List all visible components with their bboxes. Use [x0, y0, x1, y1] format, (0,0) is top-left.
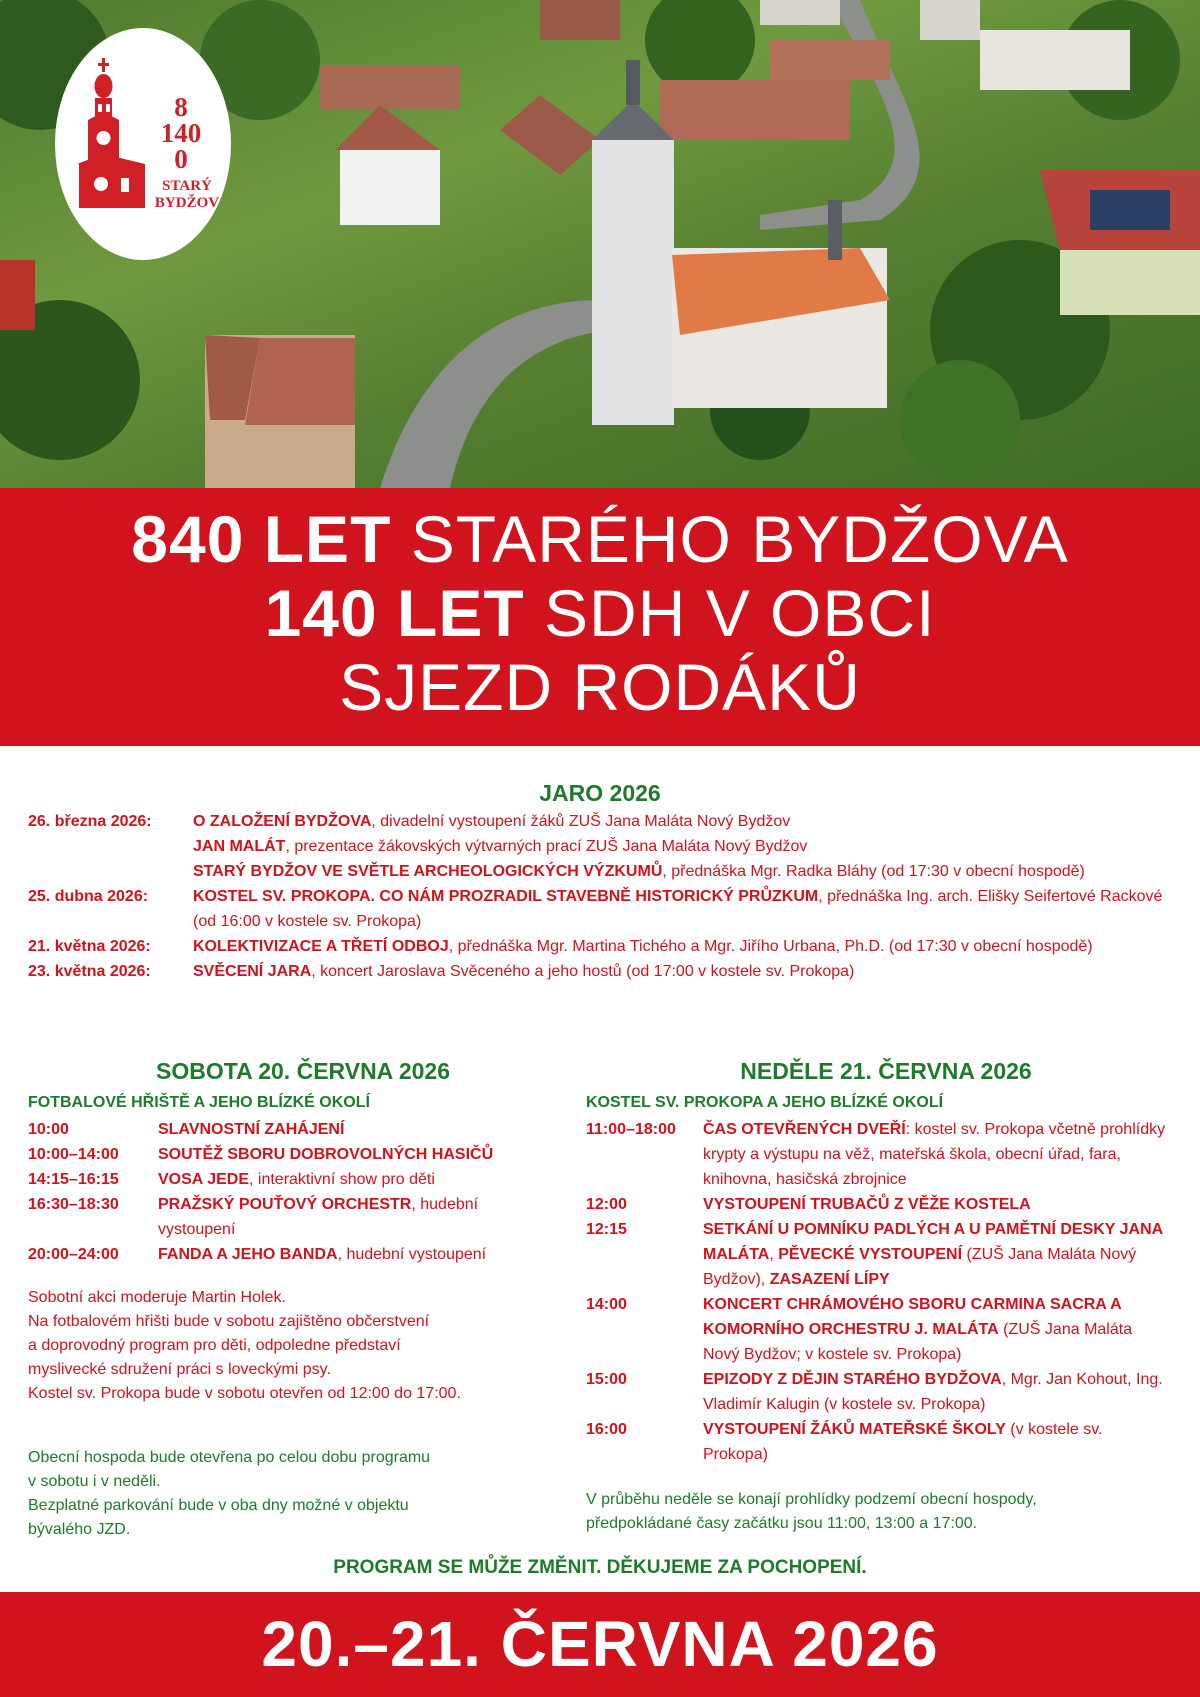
- saturday-activity: [158, 1242, 558, 1267]
- sunday-tour-notes: [586, 1488, 1186, 1536]
- saturday-time: 10:00: [28, 1121, 69, 1138]
- saturday-activity-text: , interaktivní show pro děti: [249, 1171, 435, 1188]
- logo-name-line2: BYDŽOV: [154, 195, 220, 211]
- sunday-time: 16:00: [586, 1421, 627, 1438]
- spring-event-title: KOSTEL SV. PROKOPA. CO NÁM PROZRADIL STAVEBNĚ HISTORICKÝ PRŮZKUM: [193, 888, 819, 905]
- spring-event-title: O ZALOŽENÍ BYDŽOVA: [193, 813, 372, 830]
- spring-event-title: STARÝ BYDŽOV VE SVĚTLE ARCHEOLOGICKÝCH VÝZKUMŮ: [193, 863, 663, 880]
- spring-event-title: JAN MALÁT: [193, 838, 286, 855]
- info-note-line: bývalého JZD.: [28, 1521, 131, 1538]
- sunday-activity-title: KONCERT CHRÁMOVÉHO SBORU CARMINA SACRA A KOMORNÍHO ORCHESTRU J. MALÁTA: [703, 1296, 1122, 1338]
- saturday-note-line: Na fotbalovém hřišti bude v sobotu zajištěno občerstvení: [28, 1313, 430, 1330]
- sunday-heading: NEDĚLE 21. ČERVNA 2026: [740, 1058, 1032, 1084]
- sunday-location: KOSTEL SV. PROKOPA A JEHO BLÍZKÉ OKOLÍ: [586, 1094, 944, 1111]
- sunday-activity-title: ZASAZENÍ LÍPY: [769, 1271, 890, 1288]
- spring-event-date: 23. května 2026:: [28, 963, 151, 980]
- saturday-activity-title: VOSA JEDE: [158, 1171, 249, 1188]
- saturday-schedule-row: [28, 1242, 558, 1267]
- saturday-time: 14:15–16:15: [28, 1171, 119, 1188]
- saturday-activity-text: , hudební vystoupení: [158, 1196, 479, 1238]
- program-change-disclaimer: PROGRAM SE MŮŽE ZMĚNIT. DĚKUJEME ZA POCHOPENÍ.: [333, 1557, 867, 1578]
- saturday-activity-title: PRAŽSKÝ POUŤOVÝ ORCHESTR: [158, 1196, 412, 1213]
- sunday-activity-title: VYSTOUPENÍ ŽÁKŮ MATEŘSKÉ ŠKOLY: [703, 1421, 1006, 1438]
- sunday-activity-text: , Mgr. Jan Kohout, Ing. Vladimír Kalugin (v kostele sv. Prokopa): [703, 1371, 1163, 1413]
- sunday-time: 12:00: [586, 1196, 627, 1213]
- spring-event-row: [28, 834, 1178, 859]
- headline-line1-rest: STARÉHO BYDŽOVA: [410, 502, 1069, 576]
- sunday-schedule-row: [586, 1367, 1171, 1417]
- spring-event-text: , divadelní vystoupení žáků ZUŠ Jana Maláta Nový Bydžov: [371, 813, 791, 830]
- saturday-activity-text: , hudební vystoupení: [337, 1246, 487, 1263]
- town-logo: [55, 28, 231, 260]
- spring-event-row: [28, 884, 1178, 934]
- saturday-schedule-row: [28, 1192, 558, 1242]
- sunday-time: 12:15: [586, 1221, 627, 1238]
- sunday-activity: [703, 1367, 1171, 1417]
- headline-line1-bold: 840 LET: [131, 502, 392, 576]
- saturday-note-line: Sobotní akci moderuje Martin Holek.: [28, 1289, 286, 1306]
- spring-event-date: 25. dubna 2026:: [28, 888, 149, 905]
- sunday-activity-title: PĚVECKÉ VYSTOUPENÍ: [778, 1246, 963, 1263]
- spring-events: [28, 809, 1178, 984]
- saturday-activity: [158, 1117, 558, 1142]
- saturday-note-line: a doprovodný program pro děti, odpoledne představí: [28, 1337, 401, 1354]
- spring-event-row: [28, 859, 1178, 884]
- saturday-time: 20:00–24:00: [28, 1246, 119, 1263]
- saturday-activity-title: SLAVNOSTNÍ ZAHÁJENÍ: [158, 1121, 345, 1138]
- sunday-schedule-row: [586, 1217, 1171, 1292]
- saturday-location: FOTBALOVÉ HŘIŠTĚ A JEHO BLÍZKÉ OKOLÍ: [28, 1094, 370, 1111]
- saturday-activity-title: FANDA A JEHO BANDA: [158, 1246, 338, 1263]
- headline-line2-bold: 140 LET: [264, 576, 525, 650]
- headline-banner: [0, 488, 1200, 746]
- headline-line2: [0, 576, 1200, 650]
- spring-event-description: [193, 884, 1178, 934]
- sunday-activity-text: (ZUŠ Jana Maláta Nový Bydžov),: [703, 1246, 1137, 1288]
- sunday-activity-text: ,: [769, 1246, 779, 1263]
- sunday-activity-title: ČAS OTEVŘENÝCH DVEŘÍ: [703, 1121, 906, 1138]
- saturday-schedule: [28, 1117, 558, 1267]
- sunday-activity: [703, 1417, 1171, 1467]
- saturday-activity: [158, 1142, 558, 1167]
- sunday-activity: [703, 1217, 1171, 1292]
- spring-event-title: KOLEKTIVIZACE A TŘETÍ ODBOJ: [193, 938, 449, 955]
- spring-event-row: [28, 809, 1178, 834]
- spring-event-description: [193, 809, 1178, 834]
- spring-event-text: , přednáška Mgr. Radka Bláhy (od 17:30 v obecní hospodě): [662, 863, 1085, 880]
- spring-event-text: , přednáška Mgr. Martina Tichého a Mgr. Jiřího Urbana, Ph.D. (od 17:30 v obecní hospodě): [448, 938, 1093, 955]
- sunday-activity-text: : kostel sv. Prokopa včetně prohlídky krypty a výstupu na věž, mateřská škola, obecní úřad, fara, knihovna, hasičská zbrojnice: [703, 1121, 1166, 1188]
- sunday-note-line: předpokládané časy začátku jsou 11:00, 13:00 a 17:00.: [586, 1515, 978, 1532]
- sunday-schedule-row: [586, 1192, 1171, 1217]
- saturday-activity-title: SOUTĚŽ SBORU DOBROVOLNÝCH HASIČŮ: [158, 1146, 494, 1163]
- logo-name-line1: STARÝ: [162, 178, 212, 194]
- saturday-activity: [158, 1192, 558, 1242]
- headline-line3: SJEZD RODÁKŮ: [339, 650, 861, 724]
- saturday-heading: SOBOTA 20. ČERVNA 2026: [156, 1058, 450, 1084]
- sunday-schedule-row: [586, 1292, 1171, 1367]
- saturday-schedule-row: [28, 1117, 558, 1142]
- spring-event-date: 21. května 2026:: [28, 938, 151, 955]
- sunday-activity-title: VYSTOUPENÍ TRUBAČŮ Z VĚŽE KOSTELA: [703, 1196, 1031, 1213]
- sunday-activity: [703, 1192, 1171, 1217]
- spring-event-description: [193, 934, 1178, 959]
- sunday-schedule-row: [586, 1117, 1171, 1192]
- spring-event-title: SVĚCENÍ JARA: [193, 963, 312, 980]
- info-note-line: Obecní hospoda bude otevřena po celou dobu programu: [28, 1449, 431, 1466]
- spring-event-text: , prezentace žákovských výtvarných prací ZUŠ Jana Maláta Nový Bydžov: [285, 838, 808, 855]
- logo-number-line3: 0: [174, 144, 188, 174]
- spring-event-date: 26. března 2026:: [28, 813, 152, 830]
- sunday-activity: [703, 1292, 1171, 1367]
- sunday-schedule-row: [586, 1417, 1171, 1467]
- saturday-time: 10:00–14:00: [28, 1146, 119, 1163]
- spring-event-description: [193, 834, 1178, 859]
- sunday-activity-title: EPIZODY Z DĚJIN STARÉHO BYDŽOVA: [703, 1371, 1002, 1388]
- event-dates-footer: 20.–21. ČERVNA 2026: [0, 1592, 1200, 1697]
- sunday-time: 11:00–18:00: [586, 1121, 676, 1138]
- sunday-activity: [703, 1117, 1171, 1192]
- saturday-note-line: myslivecké sdružení práci s loveckými psy.: [28, 1361, 331, 1378]
- spring-event-text: , koncert Jaroslava Svěceného a jeho hostů (od 17:00 v kostele sv. Prokopa): [311, 963, 855, 980]
- saturday-schedule-row: [28, 1167, 558, 1192]
- info-note-line: v sobotu i v neděli.: [28, 1473, 161, 1490]
- aerial-village-photo: [0, 0, 1200, 488]
- sunday-activity-title: SETKÁNÍ U POMNÍKU PADLÝCH A U PAMĚTNÍ DESKY JANA MALÁTA: [703, 1221, 1163, 1263]
- saturday-activity: [158, 1167, 558, 1192]
- sunday-schedule: [586, 1117, 1171, 1467]
- saturday-schedule-row: [28, 1142, 558, 1167]
- spring-event-text: , přednáška Ing. arch. Elišky Seifertové Rackové (od 16:00 v kostele sv. Prokopa): [193, 888, 1163, 930]
- spring-event-description: [193, 959, 1178, 984]
- saturday-time: 16:30–18:30: [28, 1196, 119, 1213]
- sunday-note-line: V průběhu neděle se konají prohlídky podzemí obecní hospody,: [586, 1491, 1037, 1508]
- saturday-note-line: Kostel sv. Prokopa bude v sobotu otevřen od 12:00 do 17:00.: [28, 1385, 461, 1402]
- general-info-notes: [28, 1446, 588, 1542]
- sunday-activity-text: (ZUŠ Jana Maláta Nový Bydžov; v kostele sv. Prokopa): [703, 1321, 1133, 1363]
- headline-line1: [0, 488, 1200, 576]
- sunday-activity-text: (v kostele sv. Prokopa): [703, 1421, 1103, 1463]
- spring-event-row: [28, 959, 1178, 984]
- sunday-time: 14:00: [586, 1296, 627, 1313]
- logo-number-line2: 140: [160, 118, 202, 148]
- spring-heading: JARO 2026: [539, 780, 661, 806]
- spring-event-description: [193, 859, 1178, 884]
- headline-line2-rest: SDH V OBCI: [544, 576, 936, 650]
- spring-event-row: [28, 934, 1178, 959]
- saturday-notes: [28, 1286, 588, 1406]
- sunday-time: 15:00: [586, 1371, 627, 1388]
- logo-number-line1: 8: [174, 92, 188, 122]
- info-note-line: Bezplatné parkování bude v oba dny možné v objektu: [28, 1497, 409, 1514]
